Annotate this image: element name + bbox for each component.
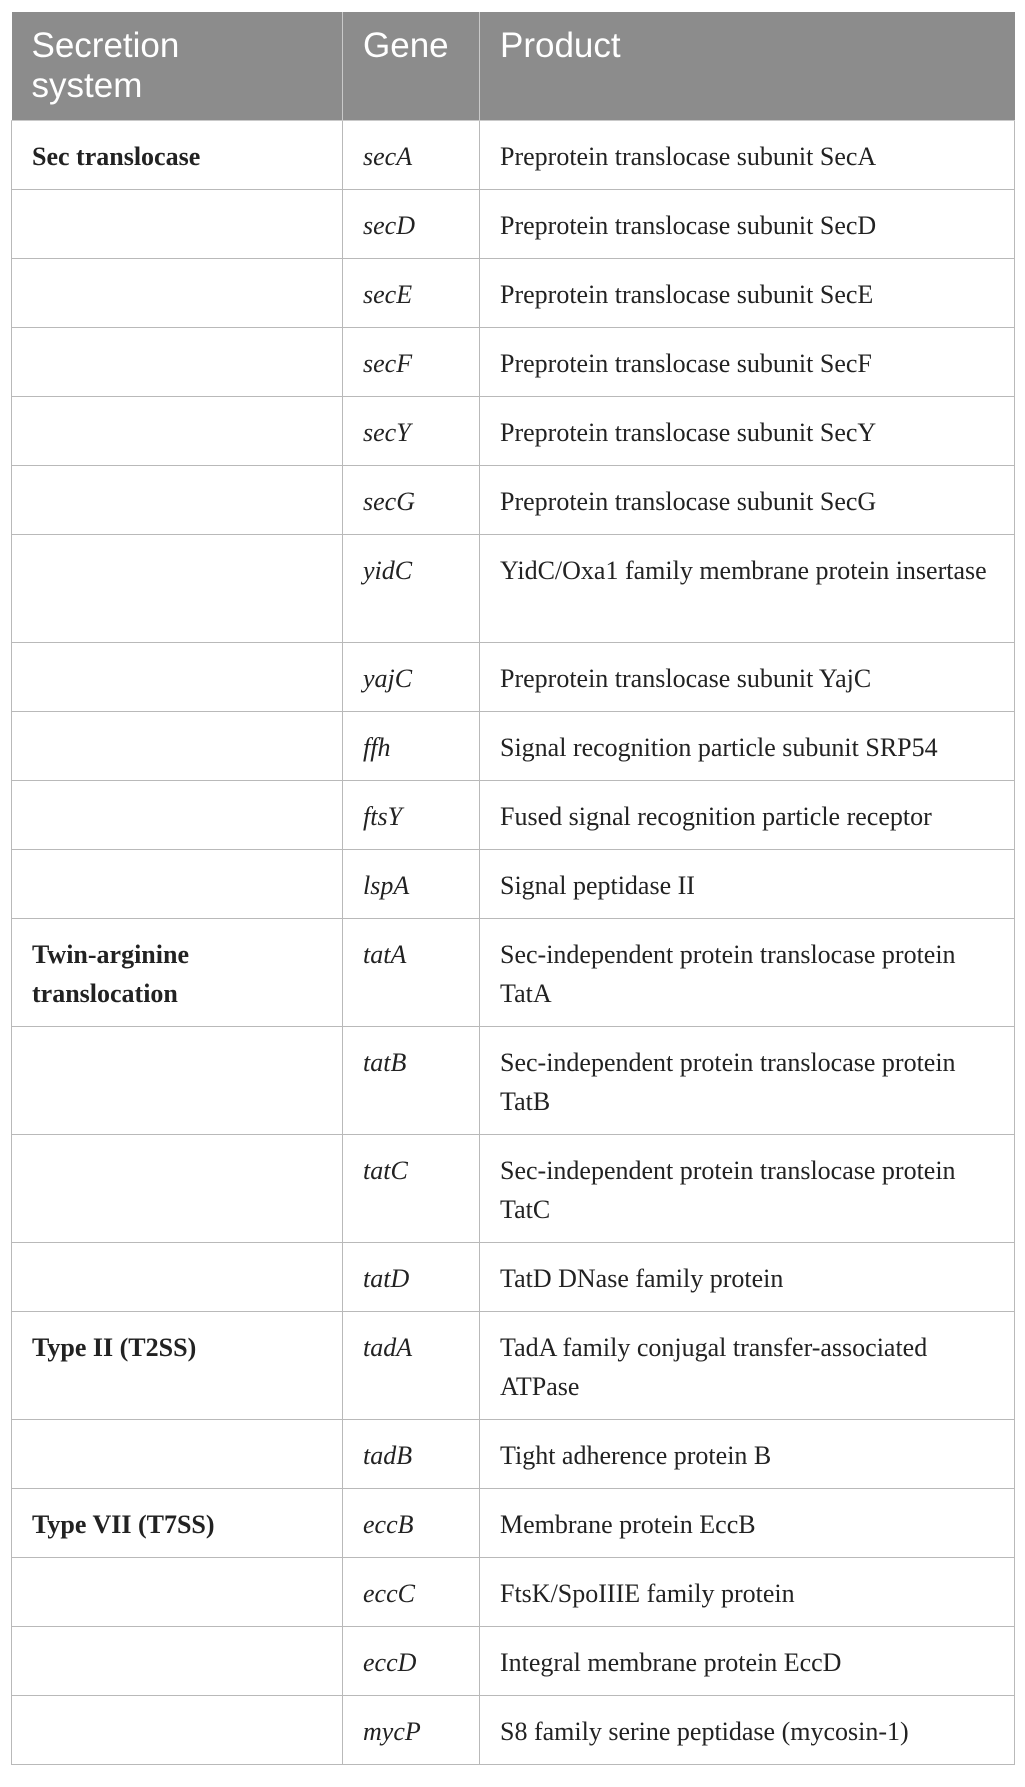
table-row — [12, 1243, 1015, 1312]
header-gene: Gene — [343, 12, 480, 121]
gene-cell: yidC — [343, 535, 480, 643]
header-system-line2: system — [31, 66, 143, 105]
secretion-system-table — [11, 12, 1015, 1765]
gene-cell: secG — [343, 466, 480, 535]
system-cell — [12, 190, 343, 259]
gene-cell: tatC — [343, 1135, 480, 1243]
product-cell: Preprotein translocase subunit SecY — [480, 397, 1015, 466]
system-cell — [12, 1243, 343, 1312]
table-row — [12, 643, 1015, 712]
system-cell — [12, 466, 343, 535]
product-cell: Integral membrane protein EccD — [480, 1627, 1015, 1696]
product-cell: S8 family serine peptidase (mycosin-1) — [480, 1696, 1015, 1765]
system-cell — [12, 1135, 343, 1243]
gene-cell: ftsY — [343, 781, 480, 850]
gene-cell: tadB — [343, 1420, 480, 1489]
table-row — [12, 466, 1015, 535]
gene-cell: secE — [343, 259, 480, 328]
header-system-line1: Secretion — [31, 26, 180, 65]
table-row — [12, 1420, 1015, 1489]
header-row — [12, 12, 1015, 121]
table-row — [12, 712, 1015, 781]
header-secretion-system — [12, 12, 343, 121]
system-cell: Sec translocase — [12, 121, 343, 190]
header-product: Product — [480, 12, 1015, 121]
table-row — [12, 1135, 1015, 1243]
table-row — [12, 397, 1015, 466]
system-cell: Twin-arginine translocation — [12, 919, 343, 1027]
gene-cell: tatB — [343, 1027, 480, 1135]
gene-cell: lspA — [343, 850, 480, 919]
product-cell: Fused signal recognition particle receptor — [480, 781, 1015, 850]
product-cell: Sec-independent protein translocase protein TatA — [480, 919, 1015, 1027]
product-cell: Sec-independent protein translocase protein TatC — [480, 1135, 1015, 1243]
system-cell — [12, 712, 343, 781]
product-cell: TadA family conjugal transfer-associated ATPase — [480, 1312, 1015, 1420]
table-row — [12, 121, 1015, 190]
table-row — [12, 781, 1015, 850]
table-row — [12, 259, 1015, 328]
gene-cell: tadA — [343, 1312, 480, 1420]
system-cell — [12, 850, 343, 919]
gene-cell: tatA — [343, 919, 480, 1027]
gene-cell: mycP — [343, 1696, 480, 1765]
product-cell: Preprotein translocase subunit SecE — [480, 259, 1015, 328]
system-cell — [12, 1696, 343, 1765]
table-row — [12, 1489, 1015, 1558]
product-cell: Preprotein translocase subunit SecA — [480, 121, 1015, 190]
system-cell — [12, 259, 343, 328]
table-row — [12, 850, 1015, 919]
product-cell: Preprotein translocase subunit SecG — [480, 466, 1015, 535]
gene-cell: eccB — [343, 1489, 480, 1558]
system-cell — [12, 1558, 343, 1627]
gene-cell: yajC — [343, 643, 480, 712]
system-cell — [12, 535, 343, 643]
product-cell: FtsK/SpoIIIE family protein — [480, 1558, 1015, 1627]
product-cell: Membrane protein EccB — [480, 1489, 1015, 1558]
system-cell — [12, 328, 343, 397]
table-container — [11, 12, 1014, 1765]
system-cell — [12, 1420, 343, 1489]
product-cell: Tight adherence protein B — [480, 1420, 1015, 1489]
product-cell: TatD DNase family protein — [480, 1243, 1015, 1312]
gene-cell: eccC — [343, 1558, 480, 1627]
system-cell — [12, 1027, 343, 1135]
table-row — [12, 1027, 1015, 1135]
product-cell: Preprotein translocase subunit YajC — [480, 643, 1015, 712]
system-cell: Type VII (T7SS) — [12, 1489, 343, 1558]
table-row — [12, 190, 1015, 259]
table-header — [12, 12, 1015, 121]
table-row — [12, 1558, 1015, 1627]
table-body — [12, 121, 1015, 1765]
product-cell: Sec-independent protein translocase protein TatB — [480, 1027, 1015, 1135]
product-cell: Preprotein translocase subunit SecF — [480, 328, 1015, 397]
gene-cell: tatD — [343, 1243, 480, 1312]
system-cell — [12, 397, 343, 466]
table-row — [12, 535, 1015, 643]
product-cell: Preprotein translocase subunit SecD — [480, 190, 1015, 259]
system-cell — [12, 1627, 343, 1696]
product-cell: Signal recognition particle subunit SRP54 — [480, 712, 1015, 781]
table-row — [12, 1696, 1015, 1765]
gene-cell: secD — [343, 190, 480, 259]
product-cell: Signal peptidase II — [480, 850, 1015, 919]
gene-cell: ffh — [343, 712, 480, 781]
gene-cell: secA — [343, 121, 480, 190]
system-cell — [12, 781, 343, 850]
table-row — [12, 328, 1015, 397]
product-cell: YidC/Oxa1 family membrane protein insertase — [480, 535, 1015, 643]
gene-cell: secY — [343, 397, 480, 466]
table-row — [12, 1627, 1015, 1696]
system-cell: Type II (T2SS) — [12, 1312, 343, 1420]
table-row — [12, 919, 1015, 1027]
gene-cell: eccD — [343, 1627, 480, 1696]
system-cell — [12, 643, 343, 712]
table-row — [12, 1312, 1015, 1420]
gene-cell: secF — [343, 328, 480, 397]
